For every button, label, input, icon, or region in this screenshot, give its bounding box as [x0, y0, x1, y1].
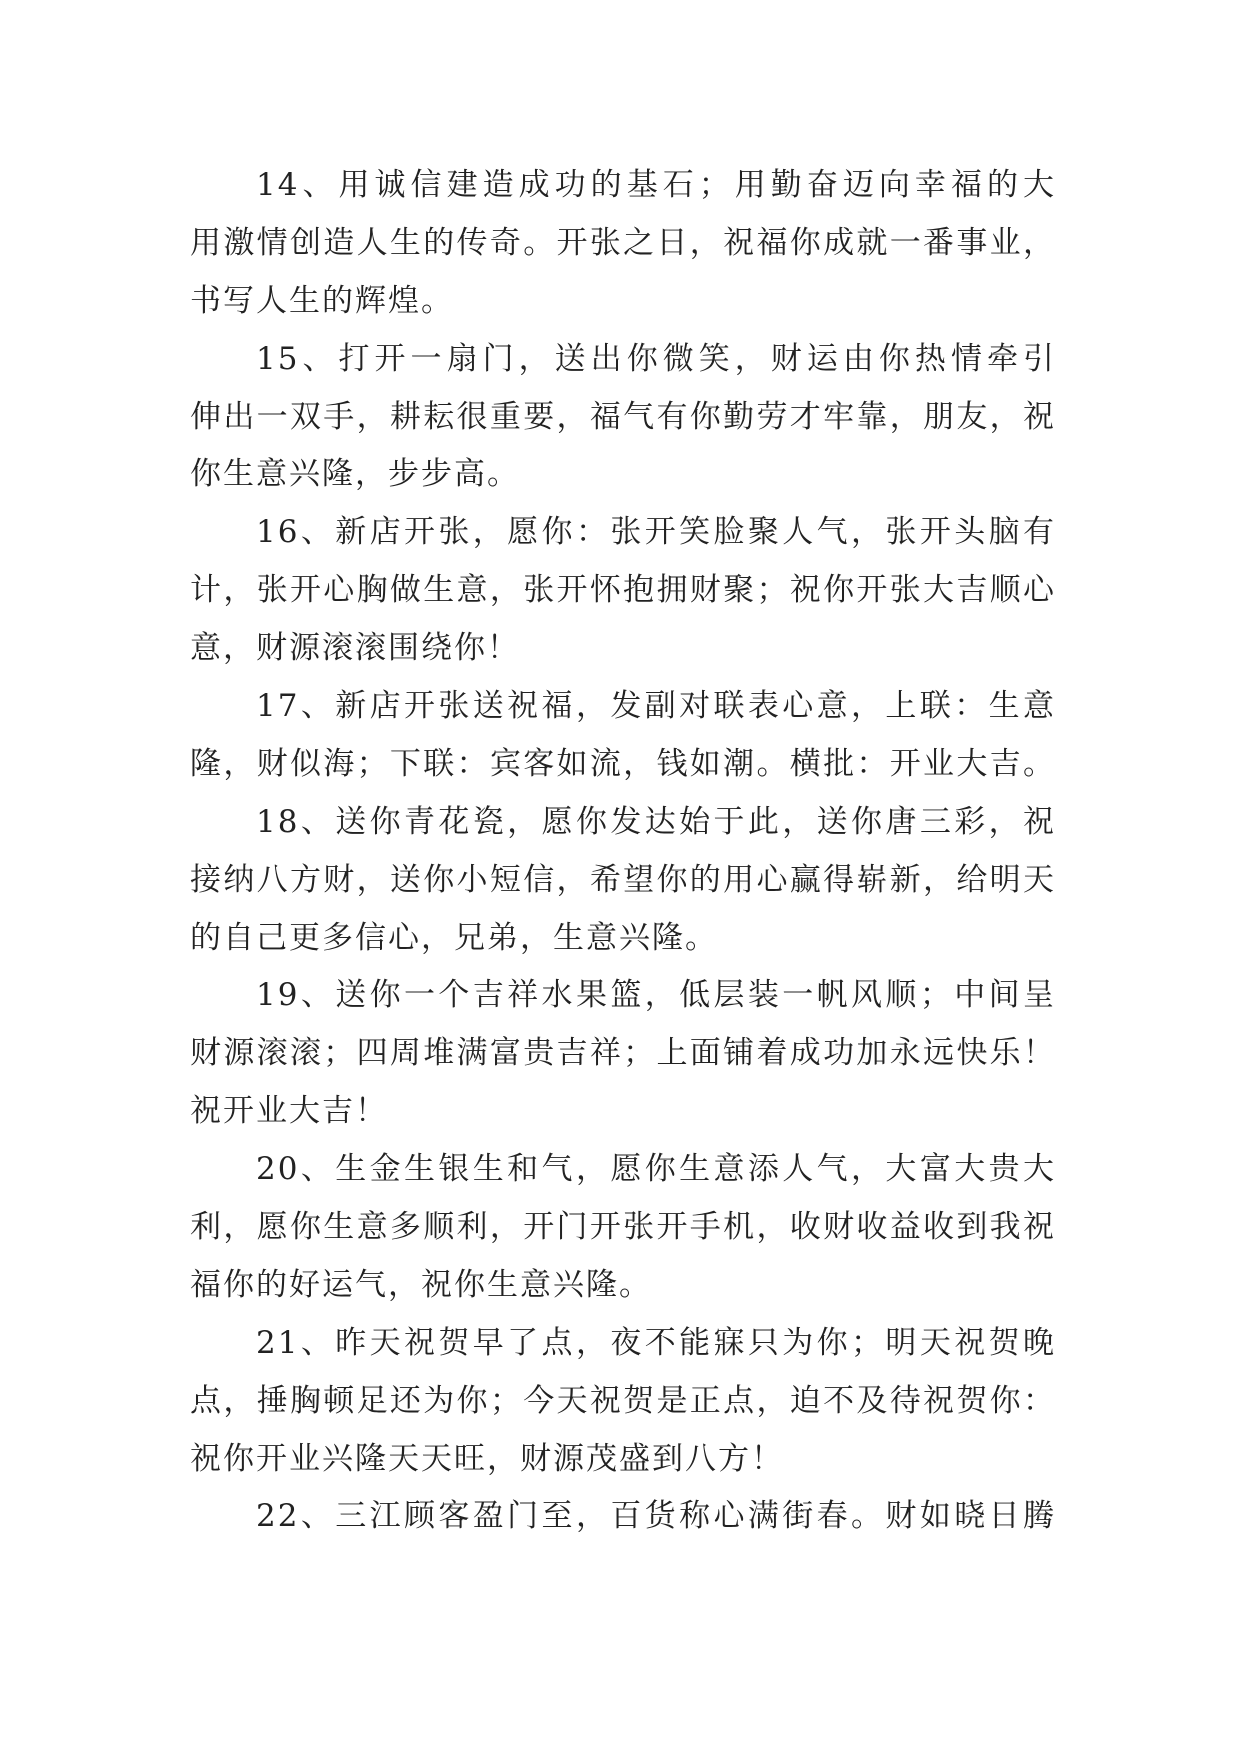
text-line: 意，财源滚滚围绕你！	[190, 630, 520, 667]
paragraph-21	[190, 1315, 1056, 1489]
text-line: 的自己更多信心，兄弟，生意兴隆。	[190, 919, 718, 956]
paragraph-16	[190, 504, 1056, 678]
document-body	[190, 157, 1056, 1546]
text-line: 17、新店开张送祝福，发副对联表心意，上联：生意	[256, 688, 1056, 725]
text-line: 财源滚滚；四周堆满富贵吉祥；上面铺着成功加永远快乐！	[190, 1035, 1056, 1072]
text-line: 用激情创造人生的传奇。开张之日，祝福你成就一番事业，	[190, 224, 1056, 261]
paragraph-20	[190, 1141, 1056, 1315]
text-line: 16、新店开张，愿你：张开笑脸聚人气，张开头脑有	[256, 514, 1056, 551]
text-line: 计，张开心胸做生意，张开怀抱拥财聚；祝你开张大吉顺心	[190, 572, 1056, 609]
text-line: 20、生金生银生和气，愿你生意添人气，大富大贵大	[256, 1151, 1056, 1188]
paragraph-14	[190, 157, 1056, 331]
text-line: 祝你开业兴隆天天旺，财源茂盛到八方！	[190, 1440, 784, 1477]
paragraph-17	[190, 678, 1056, 794]
text-line: 隆，财似海；下联：宾客如流，钱如潮。横批：开业大吉。	[190, 745, 1056, 782]
text-line: 14、用诚信建造成功的基石；用勤奋迈向幸福的大	[256, 167, 1056, 203]
text-line: 15、打开一扇门，送出你微笑，财运由你热情牵引	[256, 340, 1056, 377]
text-line: 祝开业大吉！	[190, 1093, 388, 1130]
text-line: 19、送你一个吉祥水果篮，低层装一帆风顺；中间呈	[256, 977, 1056, 1014]
paragraph-18	[190, 794, 1056, 968]
text-line: 22、三江顾客盈门至，百货称心满街春。财如晓日腾	[256, 1498, 1056, 1535]
text-line: 21、昨天祝贺早了点，夜不能寐只为你；明天祝贺晚	[256, 1324, 1056, 1361]
paragraph-15	[190, 331, 1056, 505]
paragraph-22	[190, 1488, 1056, 1546]
text-line: 利，愿你生意多顺利，开门开张开手机，收财收益收到我祝	[190, 1209, 1056, 1246]
text-line: 伸出一双手，耕耘很重要，福气有你勤劳才牢靠，朋友，祝	[190, 398, 1056, 435]
paragraph-19	[190, 967, 1056, 1141]
text-line: 18、送你青花瓷，愿你发达始于此，送你唐三彩，祝	[256, 803, 1056, 840]
text-line: 接纳八方财，送你小短信，希望你的用心赢得崭新，给明天	[190, 861, 1056, 898]
text-line: 书写人生的辉煌。	[190, 282, 454, 319]
text-line: 你生意兴隆，步步高。	[190, 456, 520, 493]
text-line: 点，捶胸顿足还为你；今天祝贺是正点，迫不及待祝贺你：	[190, 1382, 1056, 1419]
text-line: 福你的好运气，祝你生意兴隆。	[190, 1266, 652, 1303]
